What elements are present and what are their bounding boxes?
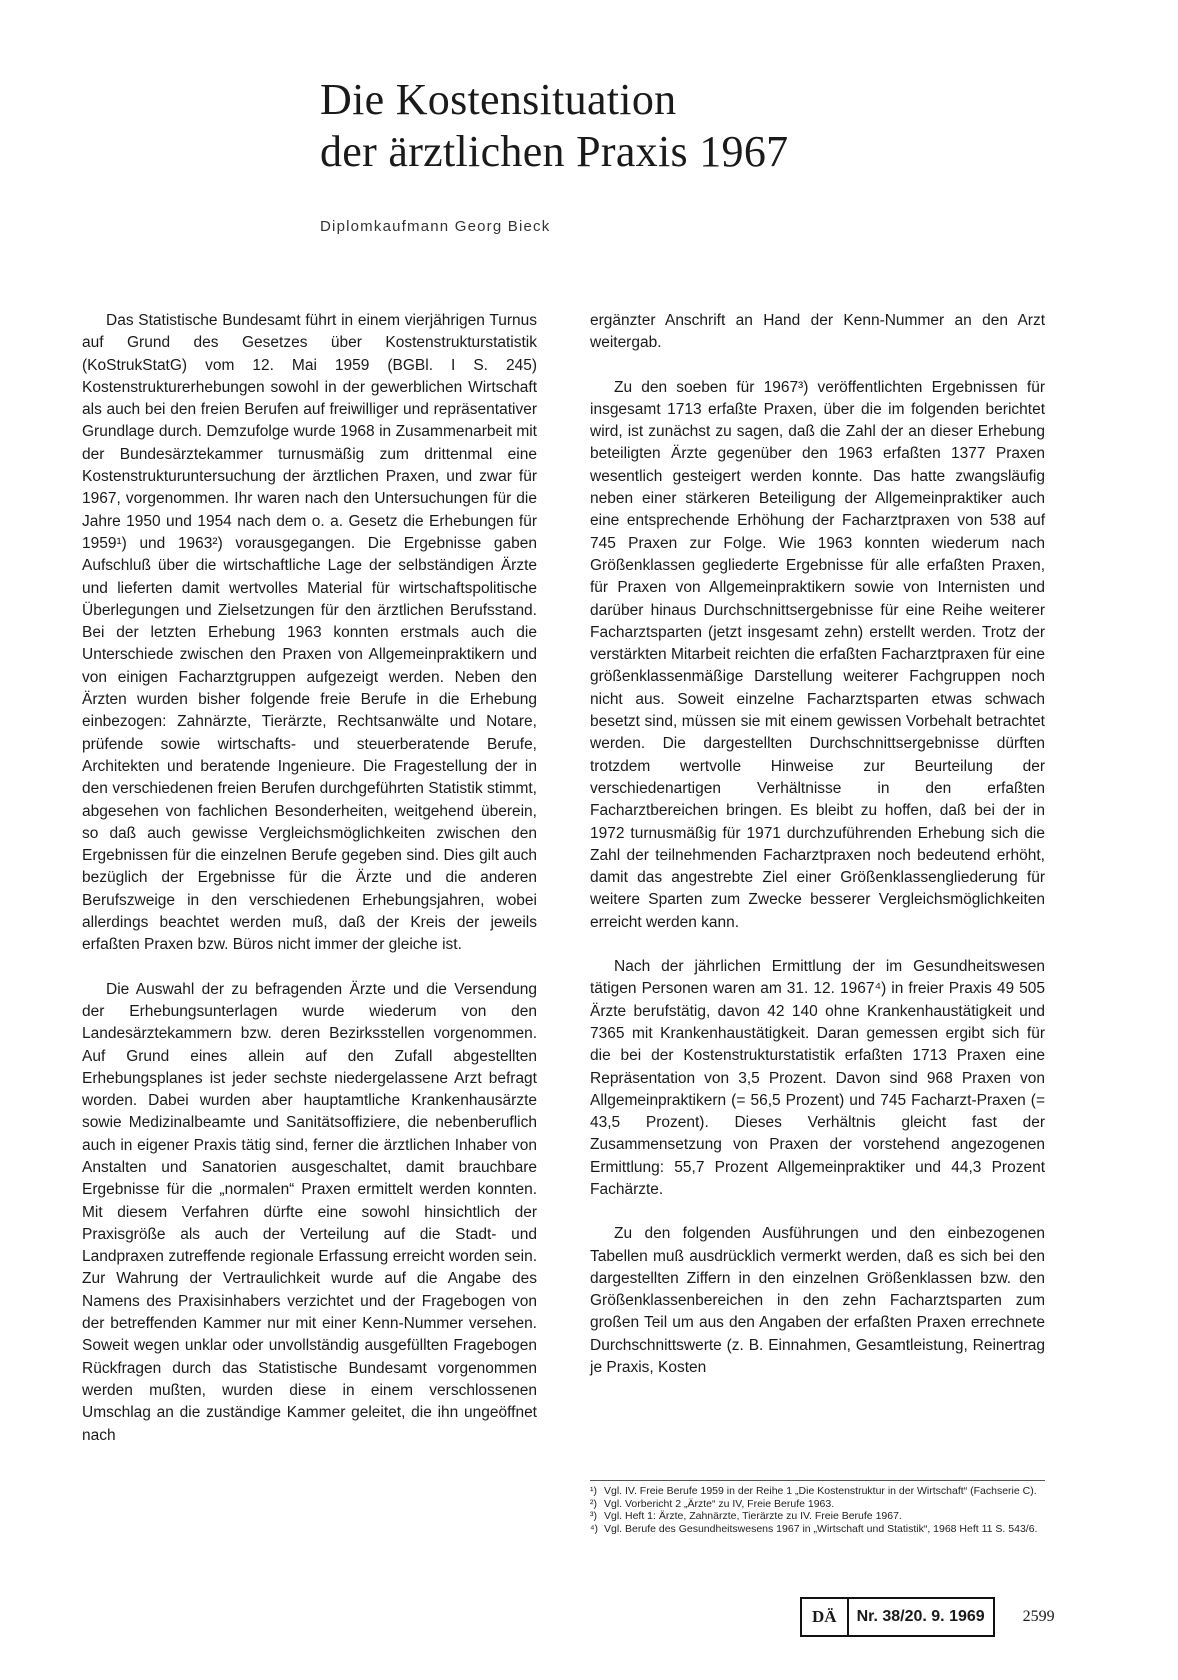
page-footer bbox=[800, 1597, 1055, 1637]
left-column bbox=[82, 310, 537, 1469]
article-title bbox=[320, 74, 1120, 178]
right-column bbox=[590, 310, 1045, 1401]
footnote-text: Vgl. Berufe des Gesundheitswesens 1967 in „Wirtschaft und Statistik“, 1968 Heft 11 S. 543/6. bbox=[604, 1522, 1038, 1535]
journal-badge bbox=[800, 1597, 995, 1637]
footnote-mark: ³) bbox=[590, 1510, 597, 1522]
footnote-text: Vgl. Vorbericht 2 „Ärzte“ zu IV, Freie Berufe 1963. bbox=[604, 1497, 835, 1510]
paragraph: Nach der jährlichen Ermittlung der im Gesundheitswesen tätigen Personen waren am 31. 12. 1967⁴) in freier Praxis 49 505 Ärzte berufstätig, davon 42 140 ohne Krankenhaustätigkeit und 7365 mit Krankenhaustätigkeit. Daran gemessen ergibt sich für die bei der Kostenstrukturstatistik erfaßten 1713 Praxen eine Repräsentation von 3,5 Prozent. Davon sind 968 Praxen von Allgemeinpraktikern (= 56,5 Prozent) und 745 Facharzt-Praxen (= 43,5 Prozent). Dieses Verhältnis gleicht fast der Zusammensetzung von Praxen der vorstehend angezogenen Ermittlung: 55,7 Prozent Allgemeinpraktiker und 44,3 Prozent Fachärzte. bbox=[590, 958, 1045, 1198]
title-line-2: der ärztlichen Praxis 1967 bbox=[320, 127, 789, 176]
journal-logo: DÄ bbox=[802, 1599, 849, 1635]
paragraph: Zu den folgenden Ausführungen und den einbezogenen Tabellen muß ausdrücklich vermerkt werden, daß es sich bei den dargestellten Ziffern in den einzelnen Größenklassen bzw. den Größenklassenbereichen in den zehn Facharztsparten zum großen Teil um aus den Angaben der erfaßten Praxen errechnete Durchschnittswerte (z. B. Einnahmen, Gesamtleistung, Reinertrag je Praxis, Kosten bbox=[590, 1225, 1045, 1377]
page-number: 2599 bbox=[1022, 1608, 1055, 1625]
paragraph: Zu den soeben für 1967³) veröffentlichten Ergebnissen für insgesamt 1713 erfaßte Praxen, über die im folgenden berichtet wird, ist zunächst zu sagen, daß die Zahl der an dieser Erhebung beteiligten Ärzte gegenüber den 1963 erfaßten 1377 Praxen wesentlich gesteigert werden konnte. Das hatte zwangsläufig neben einer stärkeren Beteiligung der Allgemeinpraktiker auch eine entsprechende Erhöhung der Facharztpraxen von 538 auf 745 Praxen zur Folge. Wie 1963 konnten wiederum nach Größenklassen gegliederte Ergebnisse für alle erfaßten Praxen, für Praxen von Allgemeinpraktikern sowie von Internisten und darüber hinaus Durchschnittsergebnisse für eine Reihe weiterer Facharztsparten (jetzt insgesamt zehn) erstellt werden. Trotz der verstärkten Mitarbeit reichten die erfaßten Facharztpraxen für eine größenklassenmäßige Darstellung weiterer Fachgruppen noch nicht aus. Soweit einzelne Facharztsparten etwas schwach besetzt sind, müssen sie mit einem gewissen Vorbehalt betrachtet werden. Die dargestellten Durchschnittsergebnisse dürften trotzdem wertvolle Hinweise zur Beurteilung der verschiedenartigen Verhältnisse in den erfaßten Facharztbereichen bringen. Es bleibt zu hoffen, daß bei der in 1972 turnusmäßig für 1971 durchzuführenden Erhebung sich die Zahl der teilnehmenden Facharztpraxen noch bedeutend erhöht, damit das angestrebte Ziel einer Größenklassengliederung für weitere Sparten zum Zwecke besserer Vergleichsmöglichkeiten erreicht werden kann. bbox=[590, 378, 1045, 931]
footnote bbox=[590, 1498, 1045, 1511]
paragraph: Das Statistische Bundesamt führt in einem vierjährigen Turnus auf Grund des Gesetzes über Kostenstrukturstatistik (KoStrukStatG) vom 12. Mai 1959 (BGBl. I S. 245) Kostenstrukturerhebungen sowohl in der gewerblichen Wirtschaft als auch bei den freien Berufen auf freiwilliger und repräsentativer Grundlage durch. Demzufolge wurde 1968 in Zusammenarbeit mit der Bundesärztekammer turnusmäßig zum drittenmal eine Kostenstrukturuntersuchung der ärztlichen Praxen, und zwar für 1967, vorgenommen. Ihr waren nach den Untersuchungen für die Jahre 1950 und 1954 nach dem o. a. Gesetz die Erhebungen für 1959¹) und 1963²) vorausgegangen. Die Ergebnisse gaben Aufschluß über die wirtschaftliche Lage der selbständigen Ärzte und lieferten damit wertvolles Material für wirtschaftspolitische Überlegungen und Zielsetzungen für den ärztlichen Berufsstand. Bei der letzten Erhebung 1963 konnten erstmals auch die Unterschiede zwischen den Praxen von Allgemeinpraktikern und von einigen Facharztgruppen aufgezeigt werden. Neben den Ärzten wurden bisher folgende freie Berufe in die Erhebung einbezogen: Zahnärzte, Tierärzte, Rechtsanwälte und Notare, prüfende sowie wirtschafts- und steuerberatende Berufe, Architekten und beratende Ingenieure. Die Fragestellung der in den verschiedenen freien Berufen durchgeführten Statistik stimmt, abgesehen von fachlichen Besonderheiten, weitgehend überein, so daß auch gewisse Vergleichsmöglichkeiten zwischen den Ergebnissen für die einzelnen Berufe gegeben sind. Dies gilt auch bezüglich der Ergebnisse für die Ärzte und die anderen Berufszweige in den verschiedenen Erhebungsjahren, wobei allerdings beachtet werden muß, daß der Kreis der jeweils erfaßten Praxen bzw. Büros nicht immer der gleiche ist. bbox=[82, 312, 537, 954]
footnote bbox=[590, 1485, 1045, 1498]
footnotes bbox=[590, 1480, 1045, 1535]
paragraph: Die Auswahl der zu befragenden Ärzte und die Versendung der Erhebungsunterlagen wurde wiederum von den Landesärztekammern bzw. deren Bezirksstellen vorgenommen. Auf Grund eines allein auf den Zufall abgestellten Erhebungsplanes ist jeder sechste niedergelassene Arzt befragt worden. Dabei wurden aber hauptamtliche Krankenhausärzte sowie Medizinalbeamte und Sanitätsoffiziere, die nebenberuflich auch in eigener Praxis tätig sind, ferner die ärztlichen Inhaber von Anstalten und Sanatorien ausgeschaltet, damit brauchbare Ergebnisse für die „normalen“ Praxen ermittelt werden konnten. Mit diesem Verfahren dürfte eine sowohl hinsichtlich der Praxisgröße als auch der Verteilung auf die Stadt- und Landpraxen zutreffende regionale Erfassung erreicht worden sein. Zur Wahrung der Vertraulichkeit wurde auf die Angabe des Namens des Praxisinhabers verzichtet und der Fragebogen von der betreffenden Kammer nur mit einer Kenn-Nummer versehen. Soweit wegen unklar oder unvollständig ausgefüllten Fragebogen Rückfragen durch das Statistische Bundesamt vorgenommen werden mußten, wurden diese in einem verschlossenen Umschlag an die zuständige Kammer geleitet, die ihn ungeöffnet nach bbox=[82, 980, 537, 1444]
footnote bbox=[590, 1523, 1045, 1536]
footnote bbox=[590, 1510, 1045, 1523]
footnote-text: Vgl. Heft 1: Ärzte, Zahnärzte, Tierärzte zu IV. Freie Berufe 1967. bbox=[604, 1510, 902, 1522]
issue-label: Nr. 38/20. 9. 1969 bbox=[856, 1608, 985, 1625]
footnote-mark: ¹) bbox=[590, 1485, 597, 1497]
author-line: Diplomkaufmann Georg Bieck bbox=[320, 218, 551, 235]
footnote-mark: ⁴) bbox=[590, 1522, 599, 1535]
footnote-text: Vgl. IV. Freie Berufe 1959 in der Reihe 1 „Die Kostenstruktur in der Wirtschaft“ (Fachserie C). bbox=[604, 1485, 1037, 1497]
footnote-mark: ²) bbox=[590, 1497, 597, 1510]
paragraph: ergänzter Anschrift an Hand der Kenn-Nummer an den Arzt weitergab. bbox=[590, 312, 1045, 352]
title-line-1: Die Kostensituation bbox=[320, 75, 677, 124]
